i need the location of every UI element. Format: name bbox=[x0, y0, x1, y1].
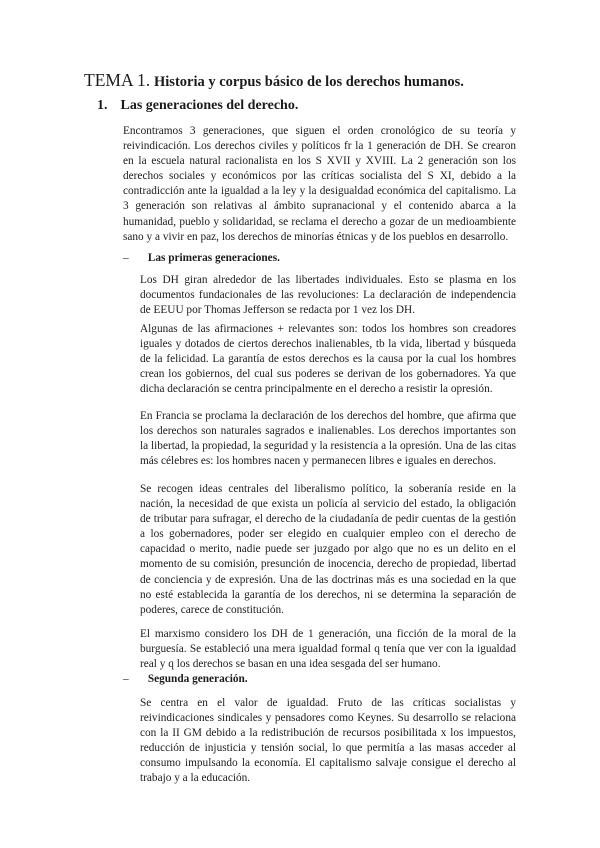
intro-paragraph: Encontramos 3 generaciones, que siguen el orden cronológico de su teoría y reivindicación. Los derechos civiles y políticos fr la 1 generación de DH. Se crearon en la escuela natural racionalista en los S XVII y XVIII. La 2 generación son los derechos sociales y económicos por las críticas socialista del S XI, debido a la contradicción ante la igualdad a la ley y la desigualdad económica del capitalismo. La 3 generación son relativas al ámbito supranacional y el contenido abarca a la humanidad, pueblo y solidaridad, se reclama el derecho a gozar de un medioambiente sano y a vivir en paz, los derechos de minorías étnicas y de los pueblos en desarrollo. bbox=[123, 125, 516, 243]
section-title: Las generaciones del derecho. bbox=[120, 98, 299, 113]
bullet-primeras-generaciones bbox=[123, 251, 280, 266]
bullet-marker: – bbox=[123, 252, 129, 264]
paragraph-3: En Francia se proclama la declaración de los derechos del hombre, que afirma que los derechos son naturales sagrados e inalienables. Los derechos importantes son la libertad, la propiedad, la seguridad y la resistencia a la opresión. Una de las citas más célebres es: los hombres nacen y permanecen libres e iguales en derechos. bbox=[140, 410, 516, 468]
bullet-marker: – bbox=[123, 673, 129, 685]
bullet-segunda-generacion bbox=[123, 672, 248, 687]
page-title bbox=[84, 70, 554, 92]
paragraph-6: Se centra en el valor de igualdad. Fruto de las críticas socialistas y reivindicaciones sindicales y pensadores como Keynes. Su desarrollo se relaciona con la II GM debido a la redistribución de recursos posibilitada x los impuestos, reducción de injusticia y tensión social, lo que permitía a las masas acceder al consumo impulsando la economía. El capitalismo salvaje consigue el derecho al trabajo y a la educación. bbox=[140, 697, 516, 785]
paragraph-5: El marxismo considero los DH de 1 generación, una ficción de la moral de la burguesía. Se estableció una mera igualdad formal q tenía que ver con la igualdad real y q los derechos se basan en una idea sesgada del ser humano. bbox=[140, 628, 516, 671]
paragraph-1: Los DH giran alrededor de las libertades individuales. Esto se plasma en los documentos fundacionales de las revoluciones: La declaración de independencia de EEUU por Thomas Jefferson se redacta por 1 vez los DH. bbox=[140, 274, 516, 317]
bullet-label: Las primeras generaciones. bbox=[147, 252, 280, 264]
title-tema: TEMA 1. bbox=[84, 70, 151, 90]
section-number: 1. bbox=[97, 98, 108, 113]
paragraph-2: Algunas de las afirmaciones + relevantes son: todos los hombres son creadores iguales y dotados de ciertos derechos inalienables, tb la vida, libertad y búsqueda de la felicidad. La garantía de estos derechos es la causa por la cual los hombres crean los gobiernos, del cual sus poderes se derivan de los gobernadores. Ya que dicha declaración se centra principalmente en el derecho a resistir la opresión. bbox=[140, 323, 516, 396]
bullet-label: Segunda generación. bbox=[147, 673, 248, 685]
paragraph-4: Se recogen ideas centrales del liberalismo político, la soberanía reside en la nación, la necesidad de que exista un policía al servicio del estado, la obligación de tributar para sufragar, el derecho de la ciudadanía de pedir cuentas de la gestión a los gobernadores, poder ser elegido en cualquier empleo con el derecho de capacidad o merito, nadie puede ser juzgado por algo que no es un delito en el momento de su comisión, presunción de inocencia, derecho de propiedad, libertad de conciencia y de expresión. Una de las doctrinas más es una sociedad en la que no esté establecida la garantía de los derechos, ni se determina la separación de poderes, carece de constitución. bbox=[140, 483, 516, 616]
title-text: Historia y corpus básico de los derechos humanos. bbox=[154, 74, 464, 90]
section-heading bbox=[97, 97, 298, 115]
